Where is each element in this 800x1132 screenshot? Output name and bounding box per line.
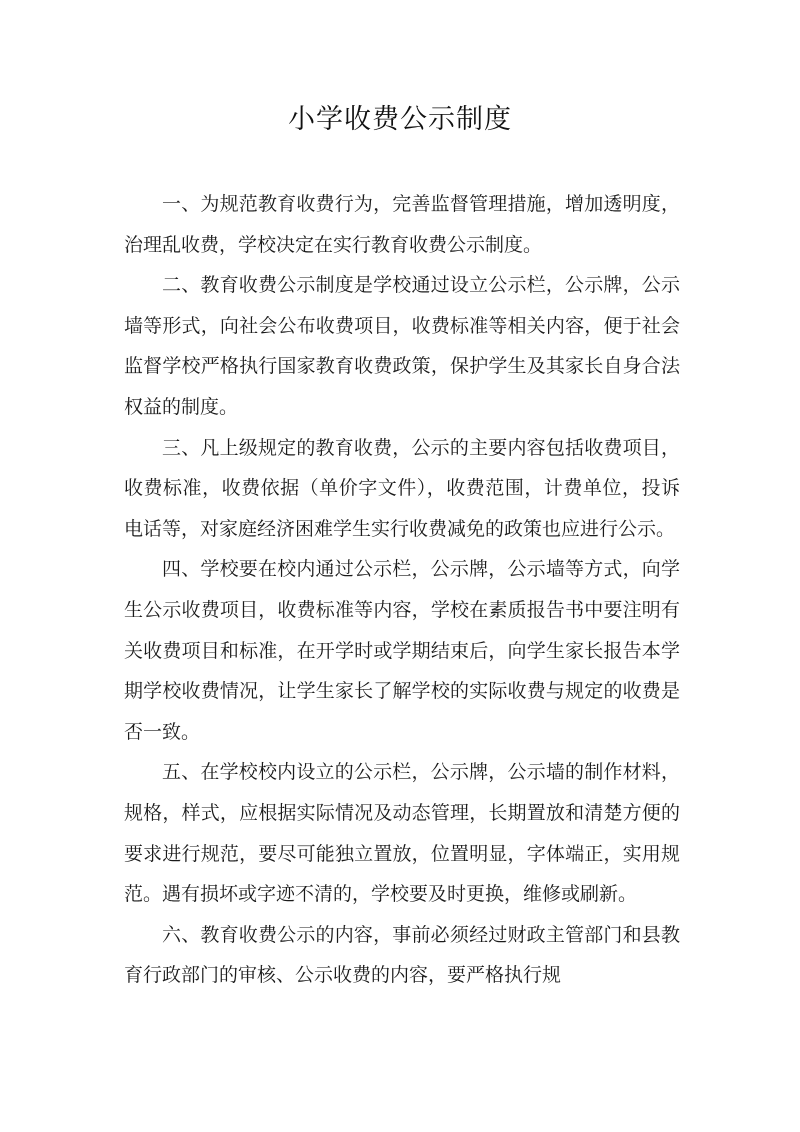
paragraph-3: 三、凡上级规定的教育收费，公示的主要内容包括收费项目，收费标准，收费依据（单价字文件），收费范围，计费单位，投诉电话等，对家庭经济困难学生实行收费减免的政策也应进行公示。 xyxy=(124,436,680,540)
document-body xyxy=(124,184,680,996)
paragraph-6: 六、教育收费公示的内容，事前必须经过财政主管部门和县教育行政部门的审核、公示收费的内容，要严格执行规 xyxy=(124,923,680,987)
document-title: 小学收费公示制度 xyxy=(288,104,512,135)
paragraph-4: 四、学校要在校内通过公示栏，公示牌，公示墙等方式，向学生公示收费项目，收费标准等内容，学校在素质报告书中要注明有关收费项目和标准，在开学时或学期结束后，向学生家长报告本学期学校收费情况，让学生家长了解学校的实际收费与规定的收费是否一致。 xyxy=(124,558,680,743)
paragraph-1: 一、为规范教育收费行为，完善监督管理措施，增加透明度，治理乱收费，学校决定在实行教育收费公示制度。 xyxy=(124,193,680,256)
paragraph-5: 五、在学校校内设立的公示栏，公示牌，公示墙的制作材料，规格，样式，应根据实际情况及动态管理，长期置放和清楚方便的要求进行规范，要尽可能独立置放，位置明显，字体端正，实用规范。遇有损坏或字迹不清的，学校要及时更换，维修或刷新。 xyxy=(124,761,680,906)
paragraph-2: 二、教育收费公示制度是学校通过设立公示栏，公示牌，公示墙等形式，向社会公布收费项目，收费标准等相关内容，便于社会监督学校严格执行国家教育收费政策，保护学生及其家长自身合法权益的制度。 xyxy=(124,274,680,418)
